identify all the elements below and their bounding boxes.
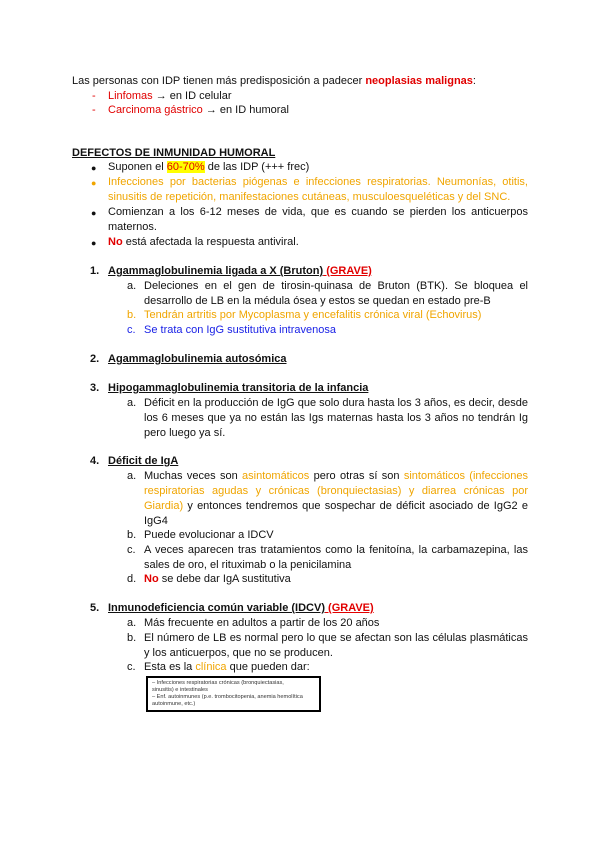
s4-item-d — [144, 572, 291, 587]
s4-letter-d: d. — [127, 573, 137, 585]
figure-line-1: – Infecciones respiratorias crónicas (bronquiectasias, — [152, 680, 284, 686]
bullet-3: Comienzan a los 6-12 meses de vida, que es cuando se pierden los anticuerpos maternos. — [108, 206, 528, 233]
bullet-1 — [108, 160, 309, 175]
bullet-dot-2: ● — [91, 178, 97, 188]
figure-line-2: sinusitis) e intestinales — [152, 687, 208, 693]
s4-item-d-no: No — [144, 573, 159, 585]
s5-item-b: El número de LB es normal pero lo que se afectan son las células plasmáticas y los anticuerpos, que no se producen. — [144, 632, 528, 659]
s5-item-c — [144, 660, 310, 675]
s1-title-line — [108, 264, 372, 279]
intro-item-2-term: Carcinoma gástrico — [108, 104, 203, 116]
s4-letter-a: a. — [127, 470, 137, 482]
s4-title: Déficit de IgA — [108, 455, 179, 467]
intro-line — [72, 74, 476, 89]
bullet-2: Infecciones por bacterias piógenas e infecciones respiratorias. Neumonías, otitis, sinusitis de repetición, manifestaciones cutáneas, musculoesqueléticas y del SNC. — [108, 176, 528, 203]
s4-item-a-mid: pero otras sí son — [309, 470, 404, 482]
figure-line-4: autoinmune, etc.) — [152, 701, 196, 707]
intro-colon: : — [472, 75, 476, 87]
s5-letter-c: c. — [127, 661, 136, 673]
s4-item-b: Puede evolucionar a IDCV — [144, 529, 274, 541]
s5-letter-a: a. — [127, 617, 137, 629]
s2-number: 2. — [90, 353, 100, 365]
s5-title-line — [108, 601, 374, 616]
s4-item-a-asint: asintomáticos — [242, 470, 310, 482]
s1-title: Agammaglobulinemia ligada a X (Bruton) — [108, 265, 324, 277]
s1-item-a: Deleciones en el gen de tirosin-quinasa de Bruton (BTK). Se bloquea el desarrollo de LB en la médula ósea y estos se quedan en estado pre-B — [144, 280, 528, 307]
bullet-4 — [108, 235, 299, 250]
s4-item-a-sint: sintomáticos (infecciones respiratorias agudas y crónicas (bronquiectasias) y diarrea crónicas por Giardia) — [144, 470, 529, 512]
intro-item-1-rest: → en ID celular — [152, 90, 232, 102]
s3-title: Hipogammaglobulinemia transitoria de la infancia — [108, 382, 369, 394]
s4-letter-c: c. — [127, 544, 136, 556]
bullet-dot-3: ● — [91, 208, 97, 218]
s1-item-b: Tendrán artritis por Mycoplasma y encefalitis crónica viral (Echovirus) — [144, 309, 482, 321]
s3-number: 3. — [90, 382, 100, 394]
s5-number: 5. — [90, 602, 100, 614]
section-title: DEFECTOS DE INMUNIDAD HUMORAL — [72, 147, 276, 159]
bullet-4-no: No — [108, 236, 123, 248]
bullet-4-rest: está afectada la respuesta antiviral. — [122, 236, 299, 248]
s4-letter-b: b. — [127, 529, 137, 541]
s5-letter-b: b. — [127, 632, 137, 644]
intro-dash-2: - — [92, 104, 96, 116]
s1-letter-c: c. — [127, 324, 136, 336]
s4-number: 4. — [90, 455, 100, 467]
s1-number: 1. — [90, 265, 100, 277]
s5-item-c-pre: Esta es la — [144, 661, 196, 673]
intro-highlight: neoplasias malignas — [365, 75, 473, 87]
intro-item-2-rest: → en ID humoral — [202, 104, 289, 116]
intro-dash-1: - — [92, 90, 96, 102]
s5-item-c-post: que pueden dar: — [226, 661, 310, 673]
intro-item-1-term: Linfomas — [108, 90, 153, 102]
bullet-1-pre: Suponen el — [108, 161, 167, 173]
intro-item-2 — [108, 103, 289, 118]
intro-item-1 — [108, 89, 232, 104]
s3-letter-a: a. — [127, 397, 137, 409]
bullet-1-highlight: 60-70% — [166, 161, 205, 173]
s1-letter-b: b. — [127, 309, 137, 321]
s5-item-a: Más frecuente en adultos a partir de los 20 años — [144, 617, 380, 629]
s1-item-c: Se trata con IgG sustitutiva intravenosa — [144, 324, 336, 336]
s5-item-c-clin: clínica — [195, 661, 227, 673]
s5-title: Inmunodeficiencia común variable (IDCV) — [108, 602, 325, 614]
s2-title: Agammaglobulinemia autosómica — [108, 353, 287, 365]
s1-grave: (GRAVE) — [323, 265, 372, 277]
s5-grave: (GRAVE) — [325, 602, 374, 614]
bullet-dot-4: ● — [91, 238, 97, 248]
intro-lead: Las personas con IDP tienen más predisposición a padecer — [72, 75, 366, 87]
s4-item-a-post: y entonces tendremos que sospechar de déficit asociado de IgG2 e IgG4 — [144, 500, 528, 527]
bullet-dot-1: ● — [91, 163, 97, 173]
clinical-figure-box — [146, 676, 321, 712]
figure-line-3: – Enf. autoinmunes (p.e. trombocitopenia, anemia hemolítica — [152, 694, 303, 700]
s4-item-a-pre: Muchas veces son — [144, 470, 243, 482]
s4-item-a — [144, 469, 528, 529]
s1-letter-a: a. — [127, 280, 137, 292]
bullet-1-post: de las IDP (+++ frec) — [204, 161, 310, 173]
s4-item-d-rest: se debe dar IgA sustitutiva — [158, 573, 291, 585]
s3-item-a: Déficit en la producción de IgG que solo dura hasta los 3 años, es decir, desde los 6 meses que ya no están las Igs maternas hasta los 3 años no tendrán Ig pero luego ya sí. — [144, 397, 528, 439]
s4-item-c: A veces aparecen tras tratamientos como la fenitoína, la carbamazepina, las sales de oro, el rituximab o la penicilamina — [144, 544, 528, 571]
